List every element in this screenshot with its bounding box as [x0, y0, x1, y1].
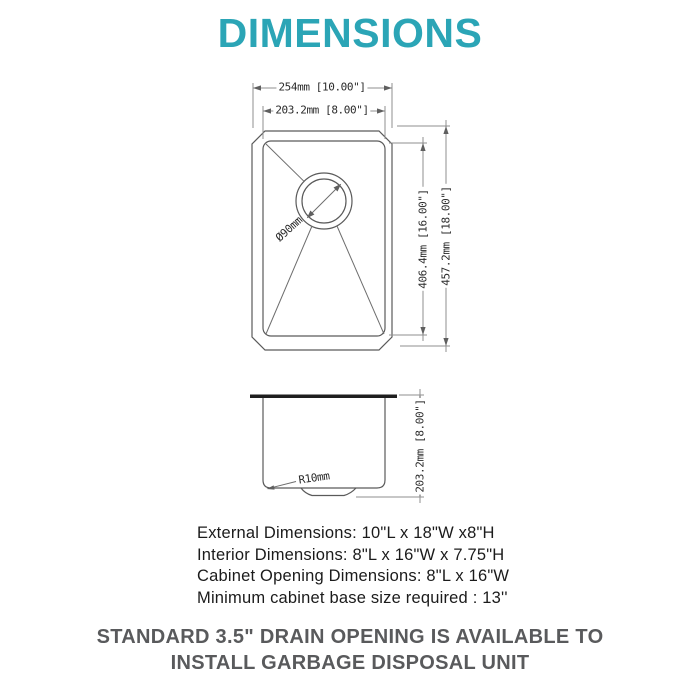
dim-label-overall-width: 254mm [10.00"]	[278, 80, 366, 94]
drain-note	[0, 624, 700, 676]
dim-label-overall-height: 457.2mm [18.00"]	[439, 186, 453, 286]
drain-boss-profile	[301, 488, 356, 496]
dim-label-interior-height: 406.4mm [16.00"]	[416, 189, 430, 289]
basin-slope-line-bottomright	[337, 226, 384, 334]
spec-list	[197, 523, 509, 609]
basin-slope-line-topleft	[266, 144, 305, 182]
dim-label-interior-width: 203.2mm [8.00"]	[275, 103, 369, 117]
spec-external-dimensions: External Dimensions: 10"L x 18"W x8"H	[197, 524, 495, 542]
drain-note-line1: STANDARD 3.5" DRAIN OPENING IS AVAILABLE TO	[96, 626, 604, 648]
dim-label-depth: 203.2mm [8.00"]	[413, 399, 427, 493]
drain-note-line2: INSTALL GARBAGE DISPOSAL UNIT	[170, 652, 530, 674]
spec-cabinet-opening-dimensions: Cabinet Opening Dimensions: 8"L x 16"W	[197, 567, 510, 586]
sink-flange	[250, 395, 397, 399]
sink-top-view	[252, 131, 392, 350]
spec-interior-dimensions: Interior Dimensions: 8"L x 16"W x 7.75"H	[197, 545, 505, 564]
dim-label-corner-radius: R10mm	[297, 469, 331, 487]
spec-minimum-cabinet-base: Minimum cabinet base size required : 13''	[197, 588, 508, 607]
basin-slope-line-bottomleft	[266, 226, 312, 334]
page-title: DIMENSIONS	[217, 10, 483, 56]
dim-label-drain-diameter: Ø90mm	[273, 213, 305, 245]
